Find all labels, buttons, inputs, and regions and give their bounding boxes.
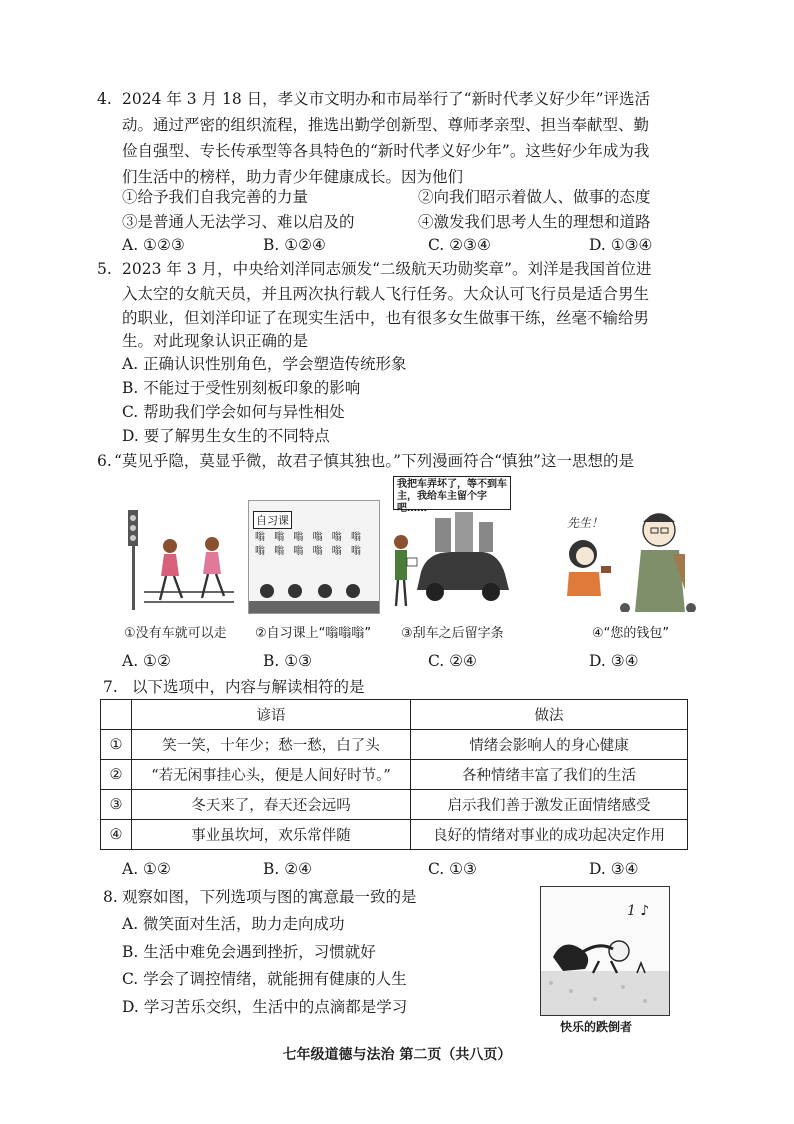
row-practice: 情绪会影响人的身心健康 bbox=[411, 730, 688, 760]
buzz-word: 嗡 bbox=[274, 532, 285, 543]
q7-header-practice: 做法 bbox=[411, 700, 688, 730]
q5-line-1: 2023 年 3 月，中央给刘洋同志颁发“二级航天功勋奖章”。刘洋是我国首位进 bbox=[122, 260, 652, 278]
row-index: ④ bbox=[101, 820, 132, 850]
svg-text:1 ♪: 1 ♪ bbox=[627, 903, 650, 919]
q7-table bbox=[100, 699, 688, 850]
comic-wallet bbox=[555, 500, 705, 612]
comic-car-note-drawing bbox=[387, 512, 517, 612]
q7-option-d: D. ③④ bbox=[589, 860, 639, 878]
table-row bbox=[101, 820, 688, 850]
q7-table-header bbox=[101, 700, 688, 730]
q4-option-b: B. ①②④ bbox=[263, 236, 326, 254]
buzz-word: 嗡 bbox=[255, 546, 265, 557]
comic-caption-4: ④“您的钱包” bbox=[592, 626, 670, 641]
q7-stem: 以下选项中，内容与解读相符的是 bbox=[132, 678, 365, 696]
table-row bbox=[101, 790, 688, 820]
q4-option-c: C. ②③④ bbox=[428, 236, 491, 254]
q8-option-a: A. 微笑面对生活，助力走向成功 bbox=[122, 915, 345, 933]
buzz-word: 嗡 bbox=[255, 532, 265, 543]
q5-number: 5. bbox=[97, 260, 112, 278]
q7-option-c: C. ①③ bbox=[428, 860, 477, 878]
comic-self-study-noise bbox=[255, 531, 375, 559]
buzz-word: 嗡 bbox=[312, 532, 323, 543]
row-proverb: 冬天来了，春天还会远吗 bbox=[132, 790, 411, 820]
q6-number: 6. bbox=[97, 452, 112, 470]
buzz-word: 嗡 bbox=[293, 532, 304, 543]
comic-self-study-students bbox=[249, 579, 379, 613]
q4-option-a: A. ①②③ bbox=[122, 236, 185, 254]
q8-option-b: B. 生活中难免会遇到挫折，习惯就好 bbox=[122, 943, 376, 961]
comic-car-note-bubble: 我把车弄坏了，等不到车主，我给车主留个字吧…… bbox=[393, 476, 511, 510]
q4-line-3: 俭自强型、专长传承型等各具特色的“新时代孝义好少年”。这些好少年成为我 bbox=[122, 142, 650, 160]
table-row bbox=[101, 730, 688, 760]
row-index: ③ bbox=[101, 790, 132, 820]
comic-car-note bbox=[387, 474, 517, 612]
q6-option-a: A. ①② bbox=[122, 652, 171, 670]
q8-cartoon bbox=[540, 886, 670, 1016]
q7-option-a: A. ①② bbox=[122, 860, 171, 878]
buzz-word: 嗡 bbox=[312, 546, 323, 557]
q8-cartoon-caption: 快乐的跌倒者 bbox=[560, 1020, 633, 1034]
row-proverb: 事业虽坎坷，欢乐常伴随 bbox=[132, 820, 411, 850]
q5-line-3: 的职业，但刘洋印证了在现实生活中，也有很多女生做事干练，丝毫不输给男 bbox=[122, 309, 650, 327]
page-footer: 七年级道德与法治 第二页（共八页） bbox=[282, 1047, 512, 1063]
q8-option-c: C. 学会了调控情绪，就能拥有健康的人生 bbox=[122, 970, 407, 988]
q4-statement-3: ③是普通人无法学习、难以启及的 bbox=[122, 213, 355, 231]
row-index: ① bbox=[101, 730, 132, 760]
q4-number: 4. bbox=[97, 90, 112, 108]
comic-crossing-drawing bbox=[124, 500, 240, 612]
q7-option-b: B. ②④ bbox=[263, 860, 313, 878]
comic-self-study-sign: 自习课 bbox=[253, 511, 292, 529]
table-row bbox=[101, 760, 688, 790]
q4-statement-2: ②向我们昭示着做人、做事的态度 bbox=[418, 188, 651, 206]
q6-stem: “莫见乎隐，莫显乎微，故君子慎其独也。”下列漫画符合“慎独”这一思想的是 bbox=[114, 452, 634, 470]
q8-option-d: D. 学习苦乐交织，生活中的点滴都是学习 bbox=[122, 998, 408, 1016]
comic-caption-2: ②自习课上“嗡嗡嗡” bbox=[255, 626, 372, 641]
row-index: ② bbox=[101, 760, 132, 790]
row-practice: 良好的情绪对事业的成功起决定作用 bbox=[411, 820, 688, 850]
comic-caption-1: ①没有车就可以走 bbox=[124, 626, 227, 641]
q4-statement-1: ①给予我们自我完善的力量 bbox=[122, 188, 309, 206]
q5-line-4: 生。对此现象认识正确的是 bbox=[122, 332, 309, 350]
q5-option-c: C. 帮助我们学会如何与异性相处 bbox=[122, 403, 345, 421]
q4-line-1: 2024 年 3 月 18 日，孝义市文明办和市局举行了“新时代孝义好少年”评选活 bbox=[122, 90, 651, 108]
q5-option-a: A. 正确认识性别角色，学会塑造传统形象 bbox=[122, 355, 407, 373]
q4-line-4: 们生活中的榜样，助力青少年健康成长。因为他们 bbox=[122, 168, 464, 186]
q7-number: 7. bbox=[103, 678, 118, 696]
q8-stem: 观察如图，下列选项与图的寓意最一致的是 bbox=[122, 888, 417, 906]
buzz-word: 嗡 bbox=[293, 546, 304, 557]
buzz-word: 嗡 bbox=[331, 546, 342, 557]
q5-option-d: D. 要了解男生女生的不同特点 bbox=[122, 427, 330, 445]
q4-statement-4: ④激发我们思考人生的理想和道路 bbox=[418, 213, 651, 231]
row-practice: 启示我们善于激发正面情绪感受 bbox=[411, 790, 688, 820]
buzz-word: 嗡 bbox=[331, 532, 342, 543]
q5-option-b: B. 不能过于受性别刻板印象的影响 bbox=[122, 379, 361, 397]
buzz-word: 嗡 bbox=[274, 546, 285, 557]
comic-wallet-drawing bbox=[555, 500, 705, 612]
q8-cartoon-drawing bbox=[541, 887, 669, 1015]
comic-wallet-exclaim: 先生！ bbox=[567, 516, 604, 530]
comic-crossing bbox=[124, 500, 240, 612]
q4-option-d: D. ①③④ bbox=[589, 236, 653, 254]
q7-header-index bbox=[101, 700, 132, 730]
q8-number: 8. bbox=[103, 888, 118, 906]
buzz-word: 嗡 bbox=[350, 546, 361, 557]
q5-line-2: 入太空的女航天员，并且两次执行载人飞行任务。大众认可飞行员是适合男生 bbox=[122, 285, 650, 303]
row-practice: 各种情绪丰富了我们的生活 bbox=[411, 760, 688, 790]
row-proverb: 笑一笑，十年少；愁一愁，白了头 bbox=[132, 730, 411, 760]
q6-option-b: B. ①③ bbox=[263, 652, 313, 670]
comic-self-study bbox=[248, 500, 380, 614]
comic-caption-3: ③刮车之后留字条 bbox=[401, 626, 504, 641]
buzz-word: 嗡 bbox=[350, 532, 361, 543]
row-proverb: “若无闲事挂心头，便是人间好时节。” bbox=[132, 760, 411, 790]
q4-line-2: 动。通过严密的组织流程，推选出勤学创新型、尊师孝亲型、担当奉献型、勤 bbox=[122, 116, 650, 134]
q6-option-d: D. ③④ bbox=[589, 652, 639, 670]
q7-header-proverb: 谚语 bbox=[132, 700, 411, 730]
q6-option-c: C. ②④ bbox=[428, 652, 477, 670]
